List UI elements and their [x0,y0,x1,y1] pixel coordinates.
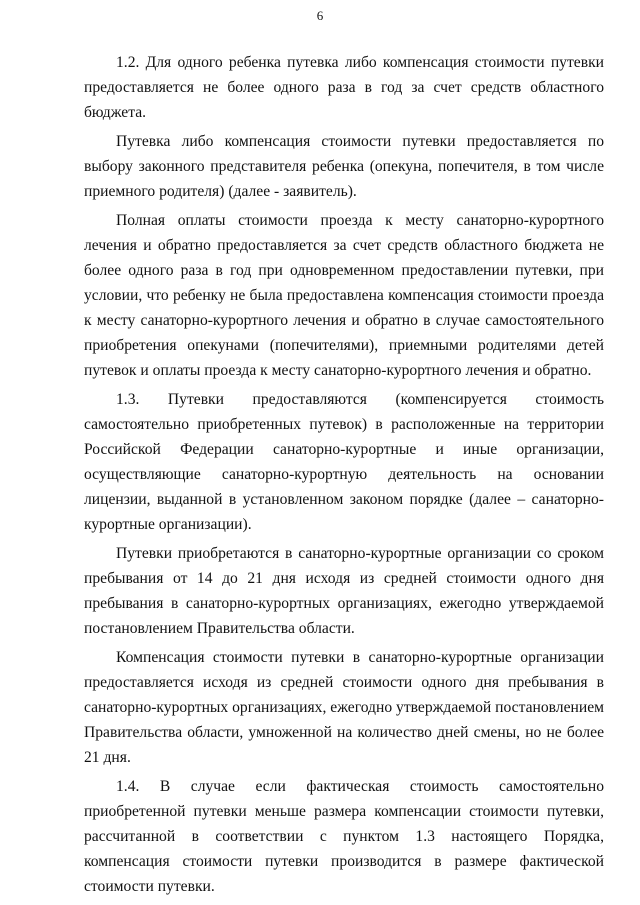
paragraph-1-3: 1.3. Путевки предоставляются (компенсируется стоимость самостоятельно приобретенных путевок) в расположенные на территории Российской Федерации санаторно-курортные и иные организации, осуществляющие санаторно-курортную деятельность на основании лицензии, выданной в установленном законом порядке (далее – санаторно-курортные организации). [84,391,604,533]
paragraph-travel-payment: Полная оплаты стоимости проезда к месту санаторно-курортного лечения и обратно предоставляется за счет средств областного бюджета не более одного раза в год при одновременном предоставлении путевки, при условии, что ребенку не была предоставлена компенсация стоимости проезда к месту санаторно-курортного лечения и обратно в случае самостоятельного приобретения опекунами (попечителями), приемными родителями детей путевок и оплаты проезда к месту санаторно-курортного лечения и обратно. [84,212,604,379]
paragraph-voucher-purchase: Путевки приобретаются в санаторно-курортные организации со сроком пребывания от 14 до 21 дня исходя из средней стоимости одного дня пребывания в санаторно-курортных организациях, ежегодно утверждаемой постановлением Правительства области. [84,545,604,637]
paragraph-1-4: 1.4. В случае если фактическая стоимость самостоятельно приобретенной путевки меньше размера компенсации стоимости путевки, рассчитанной в соответствии с пунктом 1.3 настоящего Порядка, компенсация стоимости путевки производится в размере фактической стоимости путевки. [84,778,604,895]
paragraph-voucher-choice: Путевка либо компенсация стоимости путевки предоставляется по выбору законного представителя ребенка (опекуна, попечителя, в том числе приемного родителя) (далее - заявитель). [84,133,604,200]
paragraph-compensation: Компенсация стоимости путевки в санаторно-курортные организации предоставляется исходя из средней стоимости одного дня пребывания в санаторно-курортных организациях, ежегодно утверждаемой постановлением Правительства области, умноженной на количество дней смены, но не более 21 дня. [84,649,604,766]
document-body [84,50,604,903]
paragraph-1-2: 1.2. Для одного ребенка путевка либо компенсация стоимости путевки предоставляется не более одного раза в год за счет средств областного бюджета. [84,54,604,121]
page-number: 6 [316,8,324,23]
